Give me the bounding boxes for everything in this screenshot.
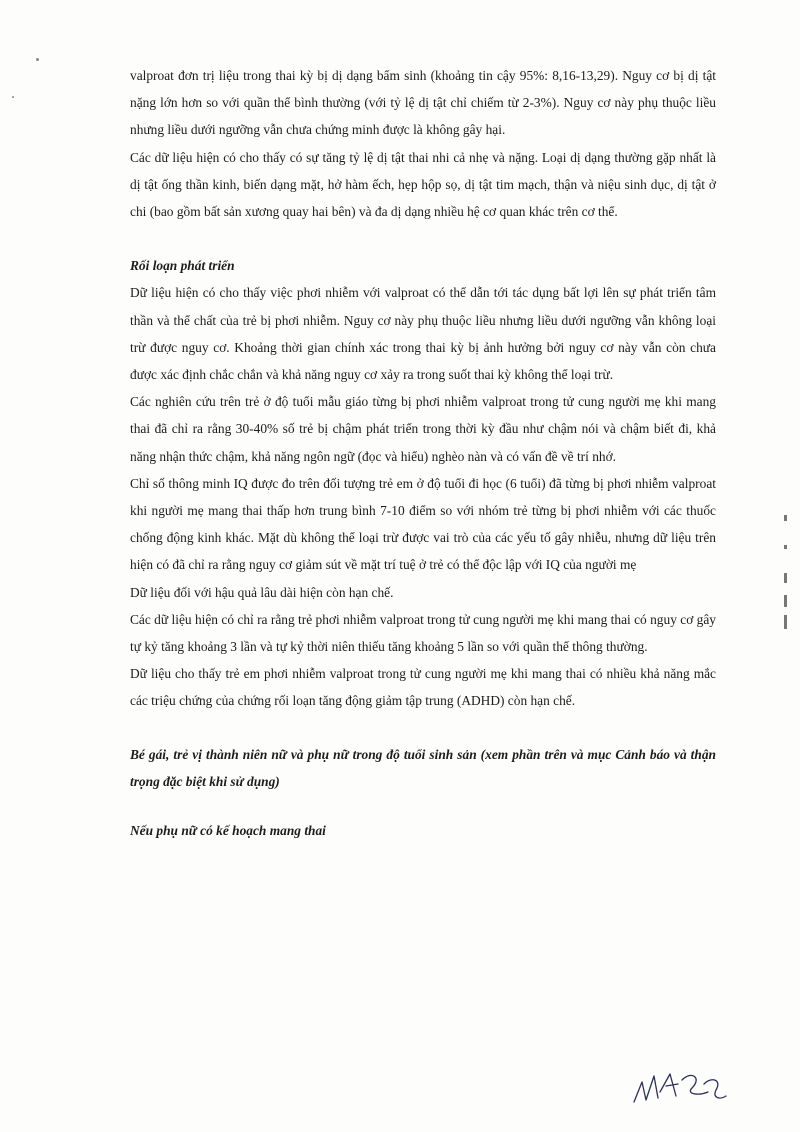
section-heading-developmental-disorders: Rối loạn phát triển bbox=[130, 258, 235, 274]
scan-speck bbox=[36, 58, 39, 61]
paragraph: Dữ liệu cho thấy trẻ em phơi nhiễm valproat trong tử cung người mẹ khi mang thai có nhiều khả năng mắc các triệu chứng của chứng rối loạn tăng động giảm tập trung (ADHD) còn hạn chế. bbox=[130, 666, 716, 709]
scan-speck bbox=[12, 96, 14, 98]
paragraph: Dữ liệu hiện có cho thấy việc phơi nhiễm với valproat có thể dẫn tới tác dụng bất lợi lên sự phát triển tâm thần và thể chất của trẻ bị phơi nhiễm. Nguy cơ này phụ thuộc liều nhưng liều dưới ngưỡng vẫn không loại trừ được nguy cơ. Khoảng thời gian chính xác trong thai kỳ bị ảnh hưởng bởi nguy cơ này vẫn còn chưa được xác định chắc chắn và khả năng nguy cơ xảy ra trong suốt thai kỳ không thể loại trừ. bbox=[130, 285, 716, 383]
section-heading-women-of-childbearing-age: Bé gái, trẻ vị thành niên nữ và phụ nữ trong độ tuổi sinh sản (xem phần trên và mục Cảnh báo và thận trọng đặc biệt khi sử dụng) bbox=[130, 746, 716, 789]
paragraph: Các dữ liệu hiện có chỉ ra rằng trẻ phơi nhiễm valproat trong tử cung người mẹ khi mang thai có nguy cơ gây tự kỷ tăng khoảng 3 lần và tự kỷ thời niên thiếu tăng khoảng 5 lần so với quần thể thông thường. bbox=[130, 611, 716, 655]
handwritten-signature bbox=[630, 1062, 730, 1112]
paragraph: Chỉ số thông minh IQ được đo trên đối tượng trẻ em ở độ tuổi đi học (6 tuổi) đã từng bị phơi nhiễm valproat khi người mẹ mang thai thấp hơn trung bình 7-10 điểm so với nhóm trẻ từng bị phơi nhiễm với các thuốc chống động kinh khác. Mặt dù không thể loại trừ được vai trò của các yếu tố gây nhiễu, nhưng dữ liệu trên hiện có đã chỉ ra rằng nguy cơ giảm sút về mặt trí tuệ ở trẻ có thể độc lập với IQ của người mẹ bbox=[130, 475, 716, 573]
paragraph: Dữ liệu đối với hậu quả lâu dài hiện còn hạn chế. bbox=[130, 584, 394, 600]
scan-margin-marks bbox=[780, 515, 794, 635]
paragraph: Các dữ liệu hiện có cho thấy có sự tăng tỷ lệ dị tật thai nhi cả nhẹ và nặng. Loại dị dạng thường gặp nhất là dị tật ống thần kinh, biến dạng mặt, hở hàm ếch, hẹp hộp sọ, dị tật tim mạch, thận và niệu sinh dục, dị tật ở chi (bao gồm bất sản xương quay hai bên) và đa dị dạng nhiều hệ cơ quan khác trên cơ thể. bbox=[130, 149, 716, 220]
paragraph: Các nghiên cứu trên trẻ ở độ tuổi mẫu giáo từng bị phơi nhiễm valproat trong tử cung người mẹ khi mang thai đã chỉ ra rằng 30-40% số trẻ bị chậm phát triển trong thời kỳ đầu như chậm nói và chậm biết đi, khả năng nhận thức chậm, khả năng ngôn ngữ (đọc và hiểu) nghèo nàn và có vấn đề về trí nhớ. bbox=[130, 394, 716, 464]
section-heading-planning-pregnancy: Nếu phụ nữ có kế hoạch mang thai bbox=[130, 823, 326, 839]
document-body bbox=[130, 62, 716, 844]
paragraph: valproat đơn trị liệu trong thai kỳ bị dị dạng bẩm sinh (khoảng tin cậy 95%: 8,16-13,29). Nguy cơ bị dị tật nặng lớn hơn so với quần thể bình thường (với tỷ lệ dị tật chỉ chiếm từ 2-3%). Nguy cơ này phụ thuộc liều nhưng liều dưới ngưỡng vẫn chưa chứng minh được là không gây hại. bbox=[130, 68, 716, 138]
